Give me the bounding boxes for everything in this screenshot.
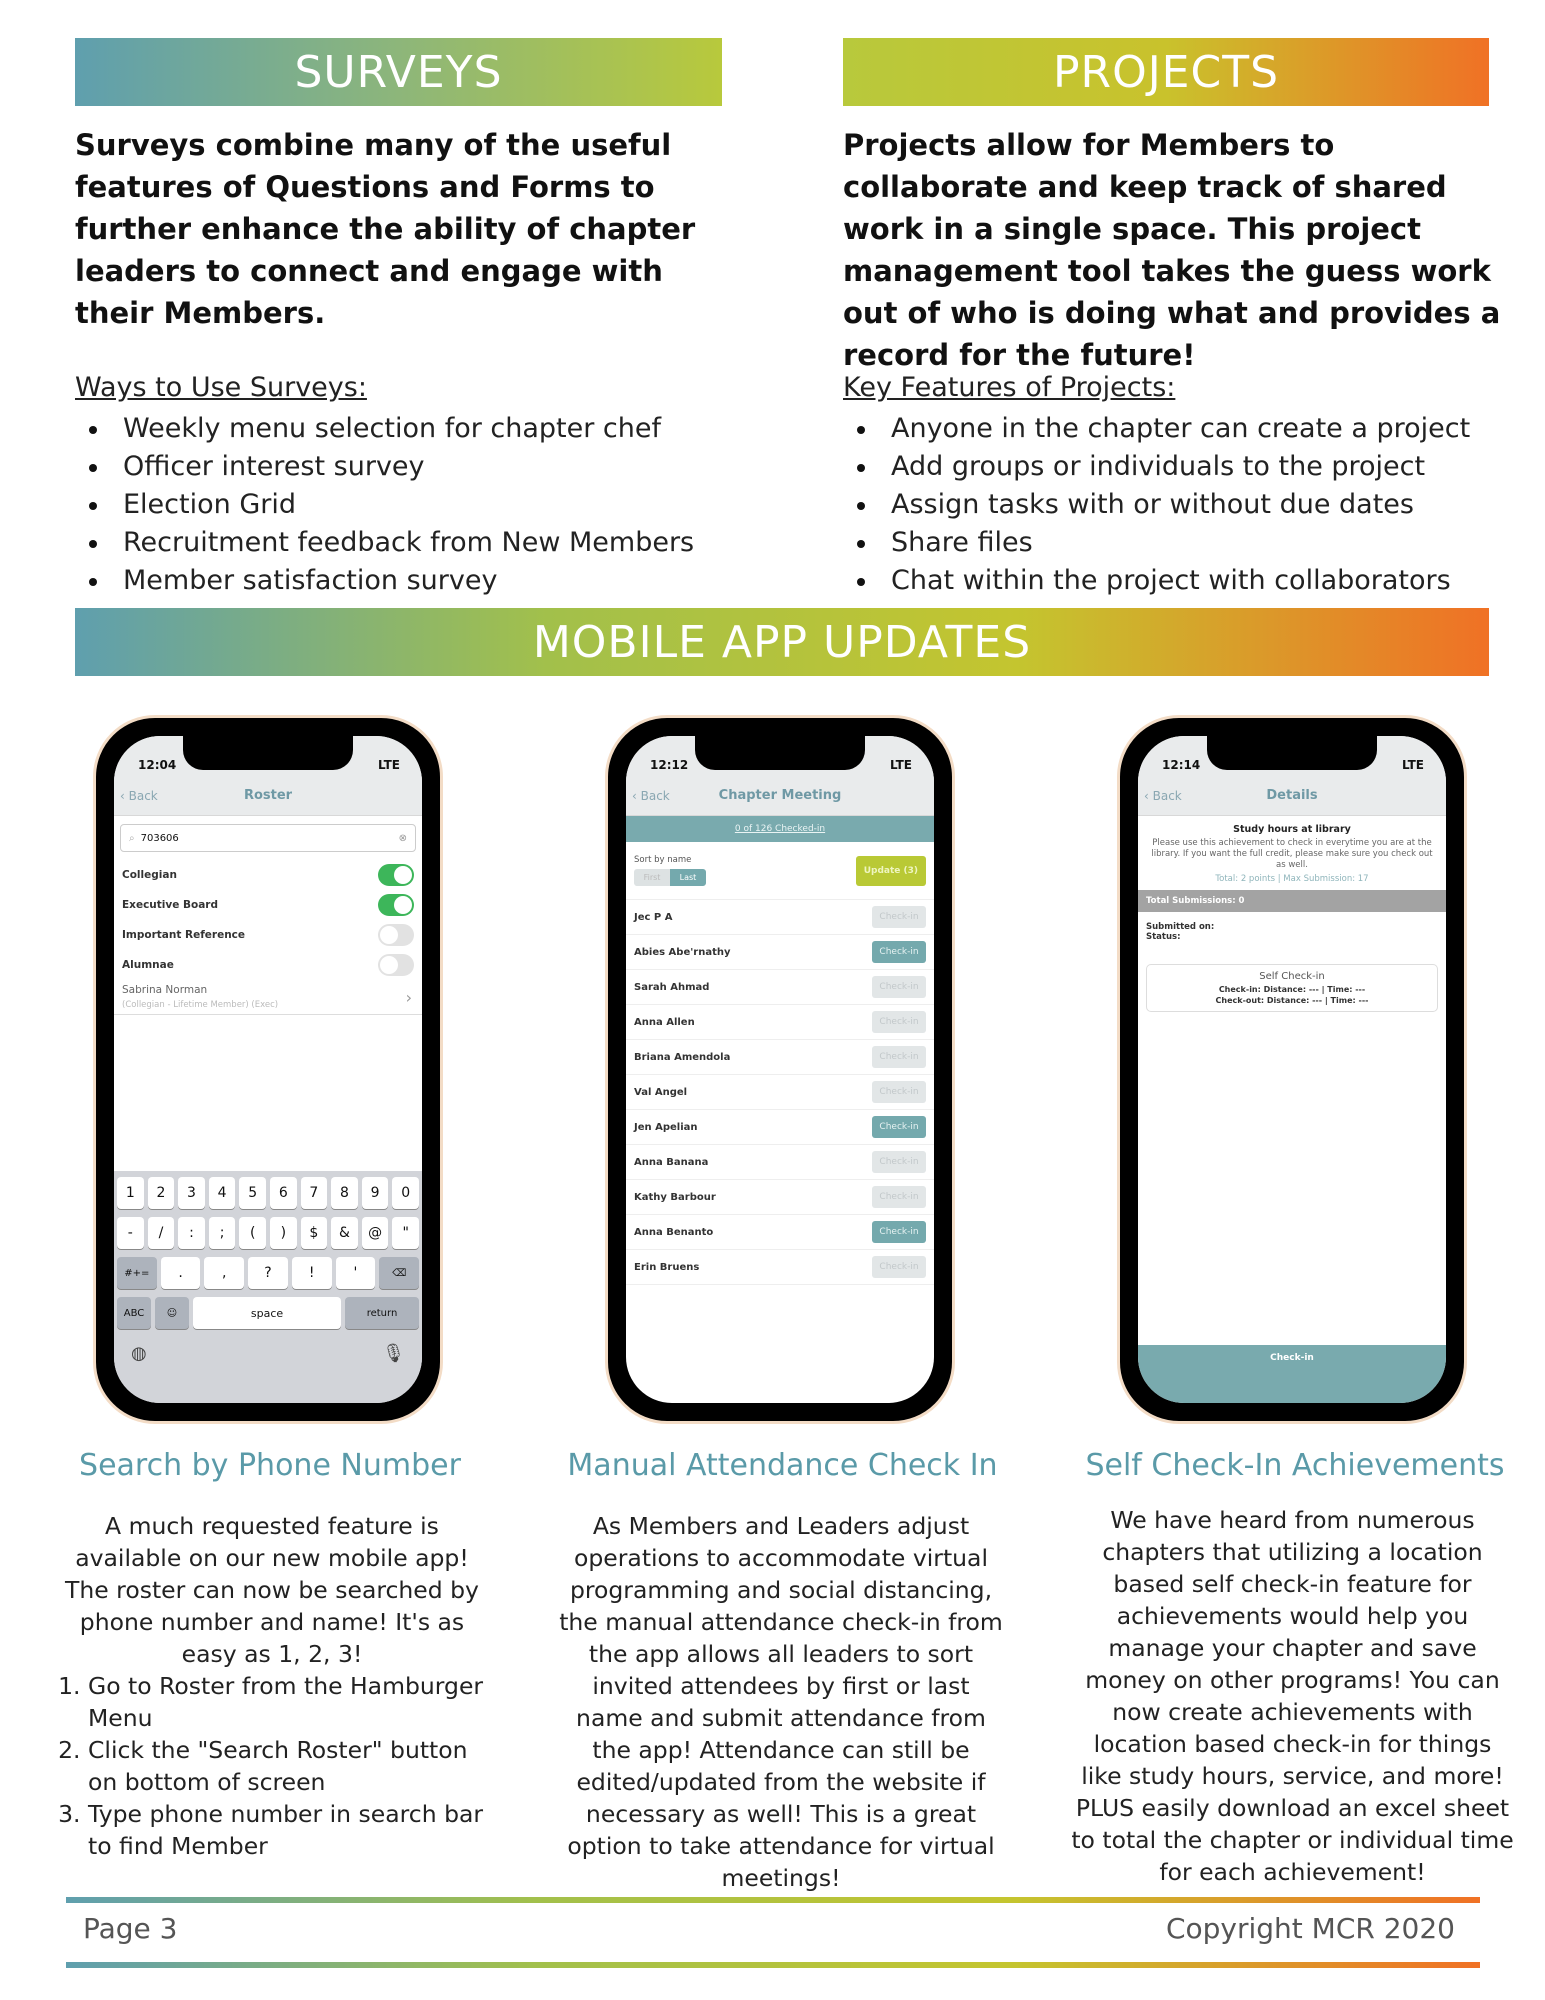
checkin-button[interactable]: Check-in <box>872 1011 926 1033</box>
achievement-description: Please use this achievement to check in everytime you are at the library. If you want the full credit, please make sure you check out as well. <box>1151 838 1433 870</box>
attendee-name: Abies Abe'rnathy <box>634 946 731 958</box>
update-button[interactable]: Update (3) <box>856 856 926 886</box>
copyright: Copyright MCR 2020 <box>1165 1912 1455 1945</box>
filter-label: Important Reference <box>122 929 246 941</box>
backspace-key[interactable]: ⌫ <box>379 1257 419 1289</box>
step: 1. Go to Roster from the Hamburger Menu <box>88 1670 492 1734</box>
search-description <box>52 1510 492 1862</box>
key[interactable]: 2 <box>148 1177 175 1209</box>
key[interactable]: 3 <box>178 1177 205 1209</box>
list-item: Chat within the project with collaborators <box>843 562 1470 600</box>
filter-label: Alumnae <box>122 959 174 971</box>
checkin-button[interactable]: Check-in <box>872 1046 926 1068</box>
caption-attendance: Manual Attendance Check In <box>567 1448 998 1483</box>
achievements-description: We have heard from numerous chapters that utilizing a location based self check-in feature for achievements would help you manage your chapter and save money on other programs! You can now create achievements with location based check-in for things like study hours, service, and more! PLUS easily download an excel sheet to total the chapter or individual time for each achievement! <box>1071 1506 1514 1886</box>
toggle[interactable] <box>378 924 414 946</box>
self-checkin-box <box>1146 964 1438 1012</box>
checkout-info: Check-out: Distance: --- | Time: --- <box>1215 996 1369 1005</box>
network-label: LTE <box>377 758 400 772</box>
chevron-right-icon: › <box>405 988 412 1007</box>
attendee-row <box>626 1005 934 1040</box>
checkin-button[interactable]: Check-in <box>872 1151 926 1173</box>
search-icon: ⌕ <box>129 832 135 844</box>
surveys-header: SURVEYS <box>75 38 722 106</box>
key[interactable]: 8 <box>331 1177 358 1209</box>
toggle[interactable] <box>378 954 414 976</box>
attendee-row <box>626 1075 934 1110</box>
member-name: Sabrina Norman <box>122 984 208 996</box>
key[interactable]: / <box>148 1217 175 1249</box>
list-item: Add groups or individuals to the project <box>843 448 1470 486</box>
back-button[interactable]: ‹ Back <box>120 788 158 803</box>
screen-title: Roster <box>243 788 293 803</box>
checkin-button[interactable]: Check-in <box>872 941 926 963</box>
filter-row <box>114 890 422 920</box>
attendee-name: Sarah Ahmad <box>634 981 710 993</box>
sort-last-button[interactable]: Last <box>670 869 706 886</box>
checkin-button[interactable]: Check-in <box>872 906 926 928</box>
key[interactable]: ' <box>336 1257 376 1289</box>
clear-icon[interactable]: ⊗ <box>398 832 407 844</box>
key[interactable]: " <box>392 1217 419 1249</box>
filter-row <box>114 920 422 950</box>
key[interactable]: 5 <box>239 1177 266 1209</box>
submitted-on-label: Submitted on: <box>1146 922 1215 932</box>
space-key[interactable]: space <box>193 1297 341 1329</box>
key[interactable]: #+= <box>117 1257 157 1289</box>
list-item: Share files <box>843 524 1470 562</box>
projects-lead: Projects allow for Members to collaborate and keep track of shared work in a single space. This project management tool takes the guess work out of who is doing what and provides a record for the future! <box>843 128 1501 372</box>
return-key[interactable]: return <box>345 1297 419 1329</box>
attendee-name: Anna Allen <box>634 1016 695 1028</box>
search-value: 703606 <box>140 832 179 844</box>
key[interactable]: - <box>117 1217 144 1249</box>
search-input[interactable] <box>120 824 416 852</box>
list-item: Assign tasks with or without due dates <box>843 486 1470 524</box>
key[interactable]: ( <box>239 1217 266 1249</box>
list-item: Officer interest survey <box>75 448 694 486</box>
microphone-icon[interactable]: 🎙 <box>382 1343 405 1364</box>
member-row[interactable] <box>114 980 422 1015</box>
keyboard[interactable] <box>114 1171 422 1403</box>
attendee-name: Anna Banana <box>634 1156 709 1168</box>
key[interactable]: 0 <box>392 1177 419 1209</box>
key[interactable]: @ <box>362 1217 389 1249</box>
checkin-button[interactable]: Check-in <box>872 1081 926 1103</box>
projects-list <box>843 410 1470 600</box>
attendee-name: Kathy Barbour <box>634 1191 716 1203</box>
attendee-row <box>626 1145 934 1180</box>
key[interactable]: 4 <box>209 1177 236 1209</box>
attendee-name: Erin Bruens <box>634 1261 700 1273</box>
back-label: Back <box>128 788 158 803</box>
attendee-name: Anna Benanto <box>634 1226 714 1238</box>
checkin-button[interactable]: Check-in <box>872 1116 926 1138</box>
status-time: 12:12 <box>650 758 689 772</box>
attendee-row <box>626 1110 934 1145</box>
sort-first-button[interactable]: First <box>634 869 670 886</box>
checkin-button[interactable]: Check-in <box>872 1221 926 1243</box>
status-label: Status: <box>1146 932 1181 942</box>
list-item: Election Grid <box>75 486 694 524</box>
page-number: Page 3 <box>83 1912 178 1945</box>
screen-title: Chapter Meeting <box>718 788 842 803</box>
attendee-name: Jec P A <box>634 911 673 923</box>
step: 2. Click the "Search Roster" button on bottom of screen <box>88 1734 492 1798</box>
toggle[interactable] <box>378 894 414 916</box>
filter-row <box>114 950 422 980</box>
member-detail: (Collegian - Lifetime Member) (Exec) <box>122 1000 279 1010</box>
key[interactable]: 1 <box>117 1177 144 1209</box>
emoji-key[interactable]: ☺ <box>155 1297 189 1329</box>
key[interactable]: & <box>331 1217 358 1249</box>
status-time: 12:04 <box>138 758 177 772</box>
filter-row <box>114 860 422 890</box>
sort-label: Sort by name <box>634 855 692 865</box>
key[interactable]: ! <box>292 1257 332 1289</box>
screen-title: Details <box>1266 788 1318 803</box>
network-label: LTE <box>1401 758 1424 772</box>
key[interactable]: ) <box>270 1217 297 1249</box>
key[interactable]: $ <box>301 1217 328 1249</box>
phone-attendance <box>605 715 955 1424</box>
projects-header: PROJECTS <box>843 38 1489 106</box>
list-item: Anyone in the chapter can create a project <box>843 410 1470 448</box>
search-body: A much requested feature is available on our new mobile app! The roster can now be searched by phone number and name! It's as easy as 1, 2, 3! <box>65 1512 479 1668</box>
step: 3. Type phone number in search bar to find Member <box>88 1798 492 1862</box>
filter-label: Collegian <box>122 869 177 881</box>
attendee-row <box>626 1250 934 1285</box>
notch <box>1207 736 1377 770</box>
list-item: Recruitment feedback from New Members <box>75 524 694 562</box>
key[interactable]: : <box>178 1217 205 1249</box>
abc-key[interactable]: ABC <box>117 1297 151 1329</box>
footer-divider-top <box>66 1897 1480 1903</box>
total-submissions: Total Submissions: 0 <box>1138 890 1446 912</box>
globe-icon[interactable]: ◍ <box>131 1343 147 1364</box>
attendee-row <box>626 1215 934 1250</box>
notch <box>695 736 865 770</box>
checkin-button[interactable]: Check-in <box>872 976 926 998</box>
back-label: Back <box>1152 788 1182 803</box>
back-label: Back <box>640 788 670 803</box>
attendance-description: As Members and Leaders adjust operations to accommodate virtual programming and social distancing, the manual attendance check-in from the app allows all leaders to sort invited attendees by first or last name and submit attendance from the app! Attendance can still be edited/updated from the website if necessary as well! This is a great option to take attendance for virtual meetings! <box>559 1512 1003 1892</box>
attendee-row <box>626 1040 934 1075</box>
caption-search: Search by Phone Number <box>79 1448 461 1483</box>
checkin-button[interactable]: Check-in <box>872 1186 926 1208</box>
back-button[interactable]: ‹ Back <box>1144 788 1182 803</box>
attendee-row <box>626 900 934 935</box>
attendee-name: Val Angel <box>634 1086 688 1098</box>
filter-label: Executive Board <box>122 899 219 911</box>
self-checkin-title: Self Check-in <box>1259 971 1325 982</box>
key[interactable]: 7 <box>301 1177 328 1209</box>
achievement-meta: Total: 2 points | Max Submission: 17 <box>1215 874 1369 884</box>
key[interactable]: , <box>204 1257 244 1289</box>
attendee-row <box>626 970 934 1005</box>
status-time: 12:14 <box>1162 758 1201 772</box>
checkin-button[interactable]: Check-in <box>1138 1345 1446 1403</box>
key[interactable]: ? <box>248 1257 288 1289</box>
attendee-name: Jen Apelian <box>634 1121 698 1133</box>
back-button[interactable]: ‹ Back <box>632 788 670 803</box>
notch <box>183 736 353 770</box>
attendee-name: Briana Amendola <box>634 1051 731 1063</box>
key[interactable]: . <box>161 1257 201 1289</box>
phone-roster <box>93 715 443 1424</box>
caption-achievements: Self Check-In Achievements <box>1085 1448 1505 1483</box>
key[interactable]: 9 <box>362 1177 389 1209</box>
footer-divider-bottom <box>66 1962 1480 1968</box>
key[interactable]: 6 <box>270 1177 297 1209</box>
phone-achievement <box>1117 715 1467 1424</box>
surveys-subheading: Ways to Use Surveys: <box>75 372 367 403</box>
attendee-row <box>626 1180 934 1215</box>
network-label: LTE <box>889 758 912 772</box>
achievement-title: Study hours at library <box>1233 824 1351 835</box>
surveys-lead: Surveys combine many of the useful features of Questions and Forms to further enhance the ability of chapter leaders to connect and engage with their Members. <box>75 128 696 330</box>
checked-in-count[interactable]: 0 of 126 Checked-in <box>626 816 934 842</box>
projects-subheading: Key Features of Projects: <box>843 372 1176 403</box>
surveys-list <box>75 410 694 600</box>
toggle[interactable] <box>378 864 414 886</box>
key[interactable]: ; <box>209 1217 236 1249</box>
list-item: Weekly menu selection for chapter chef <box>75 410 694 448</box>
list-item: Member satisfaction survey <box>75 562 694 600</box>
checkin-info: Check-in: Distance: --- | Time: --- <box>1218 985 1366 994</box>
mobile-header: MOBILE APP UPDATES <box>75 608 1489 676</box>
attendee-row <box>626 935 934 970</box>
checkin-button[interactable]: Check-in <box>872 1256 926 1278</box>
